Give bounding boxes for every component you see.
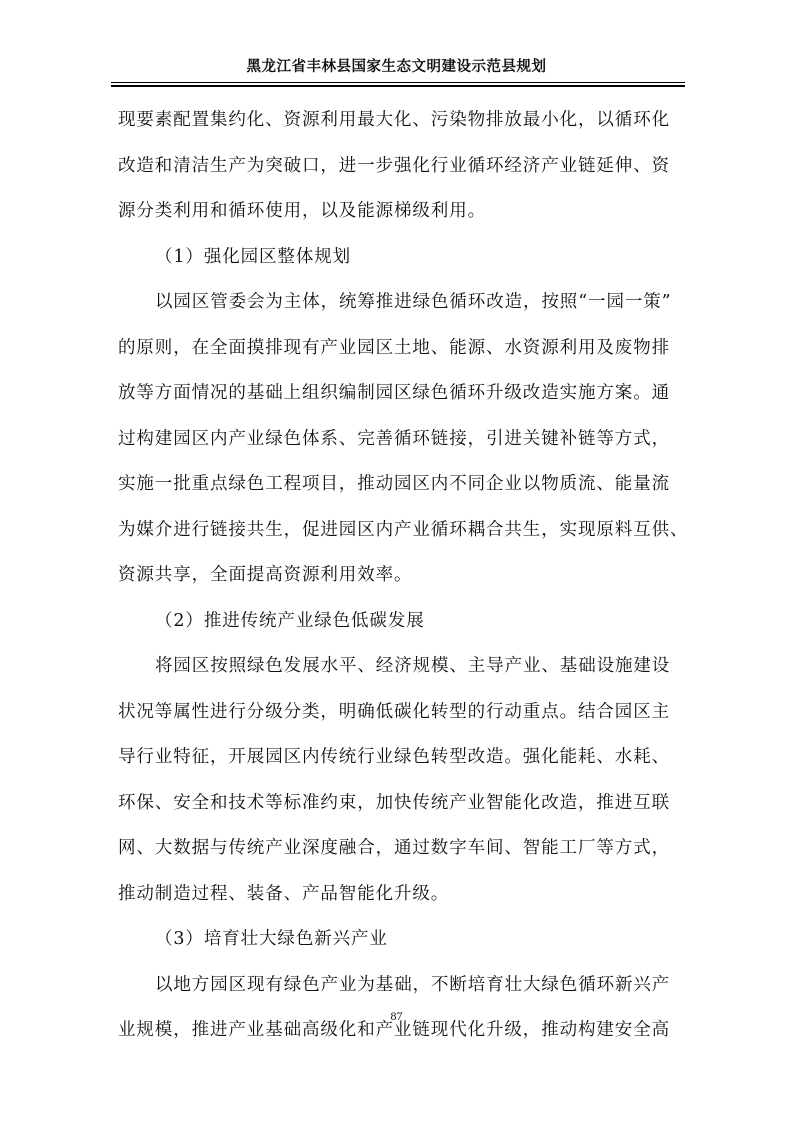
text-line: 资源共享，全面提高资源利用效率。 — [118, 565, 413, 585]
body-text — [118, 98, 689, 1054]
text-line: 改造和清洁生产为突破口，进一步强化行业循环经济产业链延伸、资 — [118, 155, 670, 176]
text-line: 导行业特征，开展园区内传统行业绿色转型改造。强化能耗、水耗、 — [118, 747, 670, 767]
text-line: 状况等属性进行分级分类，明确低碳化转型的行动重点。结合园区主 — [118, 701, 670, 722]
paragraph-start: 以园区管委会为主体，统筹推进绿色循环改造，按照“一园一策” — [155, 292, 672, 312]
text-line: 推动制造过程、装备、产品智能化升级。 — [118, 883, 450, 904]
text-line: 业规模，推进产业基础高级化和产业链现代化升级，推动构建安全高 — [118, 1020, 670, 1040]
text-line: 现要素配置集约化、资源利用最大化、污染物排放最小化，以循环化 — [118, 110, 670, 130]
section-heading-3: （3）培育壮大绿色新兴产业 — [155, 929, 388, 949]
paragraph-start: 将园区按照绿色发展水平、经济规模、主导产业、基础设施建设 — [155, 656, 671, 676]
text-line: 的原则，在全面摸排现有产业园区土地、能源、水资源利用及废物排 — [118, 337, 670, 358]
header-rule-thin — [111, 82, 685, 83]
text-line: 过构建园区内产业绿色体系、完善循环链接，引进关键补链等方式， — [118, 428, 670, 449]
section-heading-1: （1）强化园区整体规划 — [155, 246, 352, 267]
page-number: 87 — [390, 1009, 403, 1023]
text-line: 放等方面情况的基础上组织编制园区绿色循环升级改造实施方案。通 — [118, 383, 670, 403]
paragraph-start: 以地方园区现有绿色产业为基础，不断培育壮大绿色循环新兴产 — [155, 974, 671, 995]
text-line: 网、大数据与传统产业深度融合，通过数字车间、智能工厂等方式， — [118, 838, 670, 858]
running-header-title: 黑龙江省丰林县国家生态文明建设示范县规划 — [246, 59, 547, 75]
text-line: 环保、安全和技术等标准约束，加快传统产业智能化改造，推进互联 — [118, 792, 670, 813]
text-line: 源分类利用和循环使用，以及能源梯级利用。 — [118, 201, 486, 221]
header-rule-thick — [111, 85, 685, 87]
text-line: 为媒介进行链接共生，促进园区内产业循环耦合共生，实现原料互供、 — [118, 519, 689, 540]
section-heading-2: （2）推进传统产业绿色低碳发展 — [155, 610, 425, 631]
text-line: 实施一批重点绿色工程项目，推动园区内不同企业以物质流、能量流 — [118, 474, 670, 494]
